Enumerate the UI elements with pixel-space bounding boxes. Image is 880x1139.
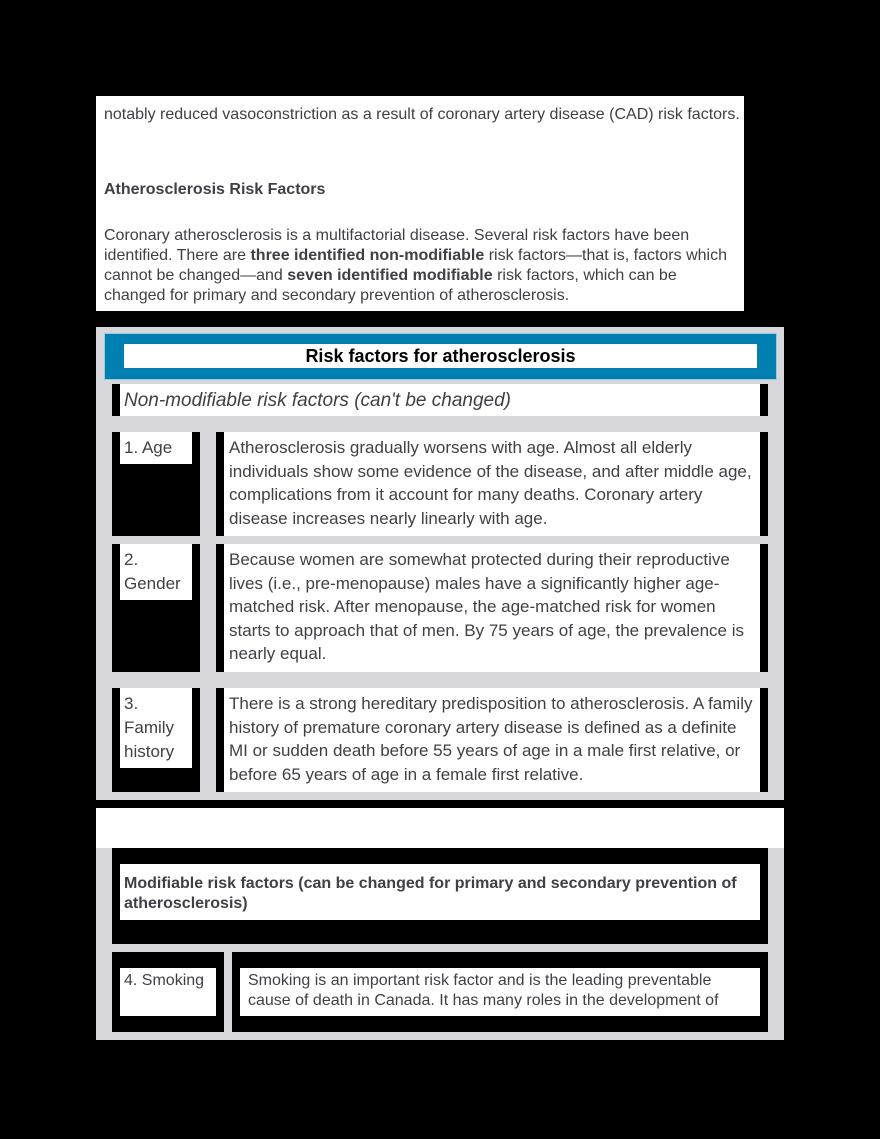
nonmodifiable-heading: Non-modifiable risk factors (can't be changed) xyxy=(120,384,760,416)
summary-text: Coronary atherosclerosis is a multifactorial disease. Several risk factors have been identified. There are xyxy=(104,227,690,264)
intro-paragraph: notably reduced vasoconstriction as a result of coronary artery disease (CAD) risk factors. xyxy=(104,106,740,123)
modifiable-header-row xyxy=(112,848,768,944)
row-label: 4. Smoking xyxy=(120,968,216,1016)
summary-text: risk factors—that is, factors which cannot be changed—and xyxy=(104,247,727,284)
nonmodifiable-header-row xyxy=(112,384,768,416)
section-heading: Atherosclerosis Risk Factors xyxy=(104,181,326,198)
row-label: 3. Family history xyxy=(120,688,192,768)
summary-bold-modifiable: seven identified modifiable xyxy=(287,267,493,284)
table-row-label-cell xyxy=(112,544,200,672)
summary-bold-nonmodifiable: three identified non-modifiable xyxy=(250,247,485,264)
modifiable-heading: Modifiable risk factors (can be changed for primary and secondary prevention of atherosclerosis) xyxy=(120,864,760,920)
row-text: There is a strong hereditary predisposition to atherosclerosis. A family history of premature coronary artery disease is defined as a definite MI or sudden death before 55 years of age in a male first relative, or before 65 years of age in a female first relative. xyxy=(224,688,760,792)
table-title-band xyxy=(104,333,777,380)
page-gap xyxy=(96,808,784,848)
table-row-label-cell xyxy=(112,432,200,536)
intro-section xyxy=(96,96,744,311)
row-text: Because women are somewhat protected during their reproductive lives (i.e., pre-menopause) males have a significantly higher age-matched risk. After menopause, the age-matched risk for women starts to approach that of men. By 75 years of age, the prevalence is nearly equal. xyxy=(224,544,760,672)
table-row-text-cell xyxy=(216,432,768,536)
row-text: Smoking is an important risk factor and is the leading preventable cause of death in Canada. It has many roles in the development of xyxy=(240,968,760,1016)
row-label: 1. Age xyxy=(120,432,192,464)
table-row-text-cell xyxy=(216,544,768,672)
row-text: Atherosclerosis gradually worsens with age. Almost all elderly individuals show some evidence of the disease, and after middle age, complications from it account for many deaths. Coronary artery disease increases nearly linearly with age. xyxy=(224,432,760,536)
table-row-label-cell xyxy=(112,952,224,1032)
risk-factor-summary xyxy=(104,226,740,306)
table-row-label-cell xyxy=(112,688,200,792)
row-label: 2. Gender xyxy=(120,544,192,600)
table-row-text-cell xyxy=(216,688,768,792)
summary-text: risk factors, which can be changed for primary and secondary prevention of atherosclerosis. xyxy=(104,267,677,304)
table-row-text-cell xyxy=(232,952,768,1032)
table-title: Risk factors for atherosclerosis xyxy=(124,344,757,368)
